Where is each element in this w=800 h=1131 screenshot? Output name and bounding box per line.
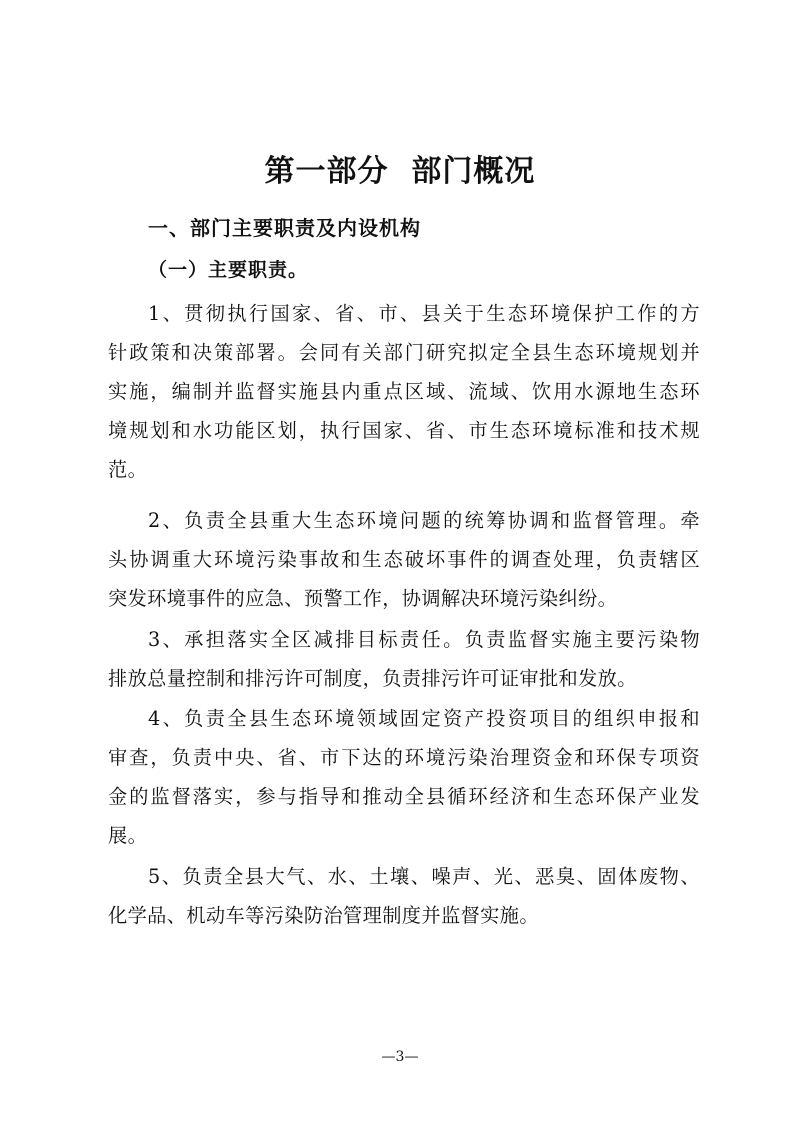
- paragraph-line: 2、负责全县重大生态环境问题的统筹协调和监督管理。牵: [148, 509, 700, 532]
- paragraph-line: 1、贯彻执行国家、省、市、县关于生态环境保护工作的方: [148, 302, 700, 325]
- duty-paragraph-3: [108, 620, 700, 698]
- duty-paragraph-4: [108, 699, 700, 855]
- paragraph-line: 针政策和决策部署。会同有关部门研究拟定全县生态环境规划并: [108, 341, 700, 364]
- page-number: —3—: [381, 1049, 419, 1065]
- paragraph-line: 境规划和水功能区划，执行国家、省、市生态环境标准和技术规: [108, 419, 700, 442]
- section-heading: 一、部门主要职责及内设机构: [148, 216, 421, 240]
- paragraph-line: 金的监督落实，参与指导和推动全县循环经济和生态环保产业发: [108, 785, 700, 808]
- paragraph-line: 头协调重大环境污染事故和生态破坏事件的调查处理，负责辖区: [108, 548, 700, 571]
- paragraph-line: 展。: [108, 824, 148, 847]
- paragraph-line: 审查，负责中央、省、市下达的环境污染治理资金和环保专项资: [108, 746, 700, 769]
- duty-paragraph-1: [108, 294, 700, 489]
- paragraph-line: 4、负责全县生态环境领域固定资产投资项目的组织申报和: [148, 707, 700, 730]
- paragraph-line: 范。: [108, 458, 148, 481]
- paragraph-line: 化学品、机动车等污染防治管理制度并监督实施。: [108, 904, 539, 927]
- subsection-heading: （一）主要职责。: [148, 259, 309, 281]
- paragraph-line: 5、负责全县大气、水、土壤、噪声、光、恶臭、固体废物、: [148, 865, 700, 888]
- paragraph-line: 突发环境事件的应急、预警工作，协调解决环境污染纠纷。: [108, 587, 618, 610]
- duty-paragraph-5: [108, 857, 700, 935]
- paragraph-line: 3、承担落实全区减排目标责任。负责监督实施主要污染物: [148, 628, 700, 651]
- page-title: 第一部分 部门概况: [264, 154, 536, 189]
- paragraph-line: 排放总量控制和排污许可制度，负责排污许可证审批和发放。: [108, 667, 637, 690]
- duty-paragraph-2: [108, 501, 700, 618]
- paragraph-line: 实施，编制并监督实施县内重点区域、流域、饮用水源地生态环: [108, 380, 700, 403]
